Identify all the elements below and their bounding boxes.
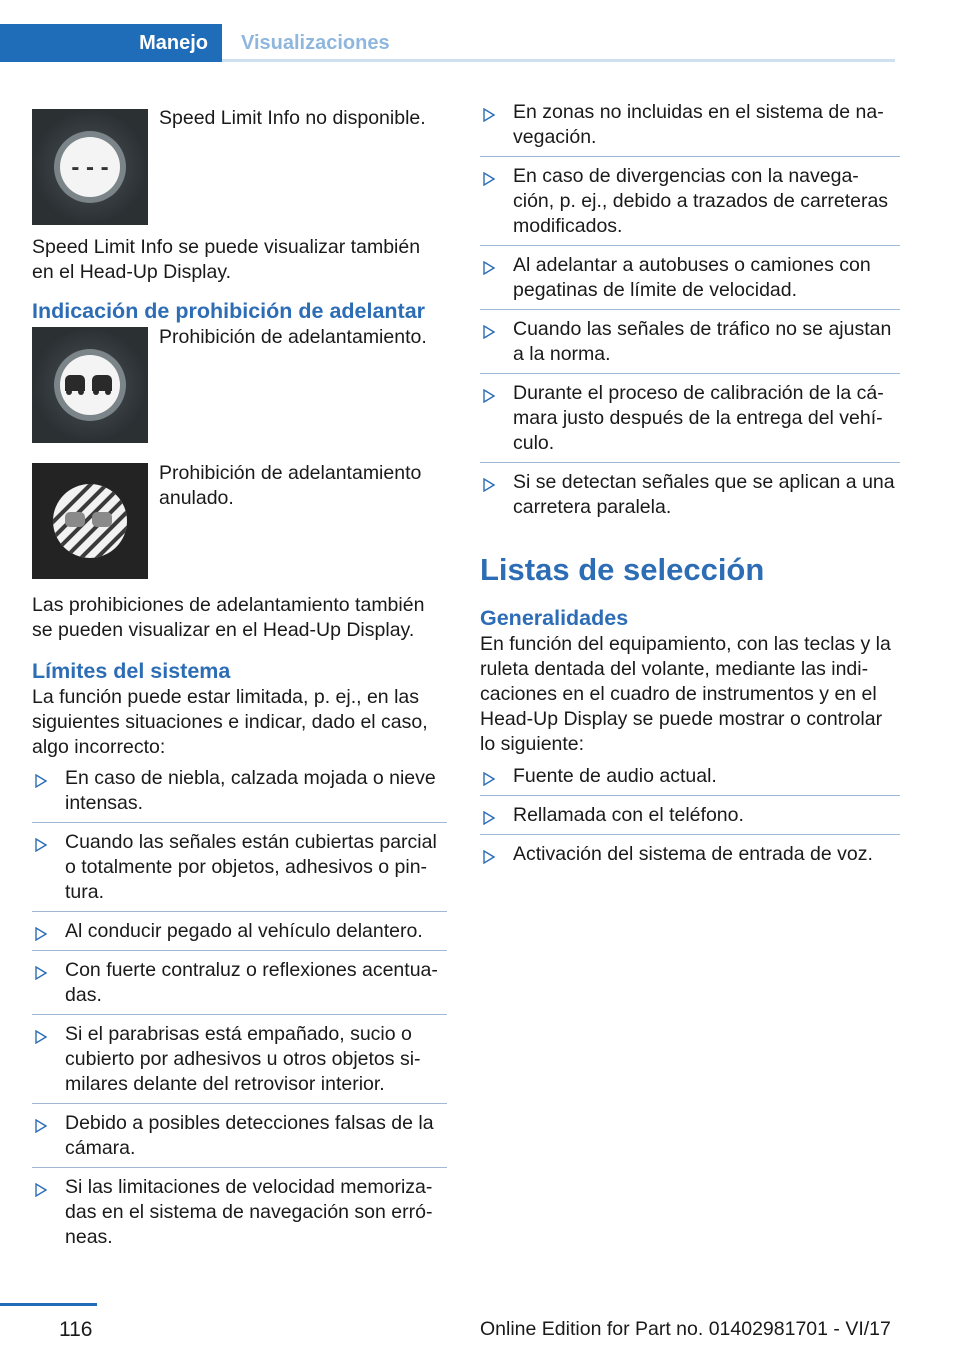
- list-item-text: Fuente de audio actual.: [513, 765, 717, 787]
- left-column: [32, 100, 447, 1250]
- sign-block-overtake-end: [32, 461, 447, 591]
- list-item: [32, 958, 447, 1015]
- bullet-triangle-icon: [35, 770, 47, 795]
- list-item: [32, 1022, 447, 1104]
- list-item: [32, 1175, 447, 1250]
- list-item-text: En caso de niebla, calzada mojada o nieve intensas.: [65, 767, 436, 814]
- bullet-triangle-icon: [483, 168, 495, 193]
- page-number: 116: [59, 1318, 93, 1341]
- list-item: [480, 253, 900, 310]
- header-divider: [222, 59, 895, 62]
- sign3-caption: Prohibición de adelantamiento anulado.: [159, 462, 422, 509]
- sign2-caption: Prohibición de adelantamiento.: [159, 326, 427, 348]
- list-item: [480, 100, 900, 157]
- bullet-triangle-icon: [35, 1026, 47, 1051]
- list-item-text: Si las limitaciones de velocidad memoriza‐ das en el sistema de navegación son erró‐ neas.: [65, 1176, 433, 1248]
- bullet-triangle-icon: [35, 834, 47, 859]
- list-item-text: Si se detectan señales que se aplican a una carretera paralela.: [513, 471, 895, 518]
- list-item-text: Debido a posibles detecciones falsas de la cámara.: [65, 1112, 434, 1159]
- sign-block-no-info: [32, 100, 447, 225]
- bullet-triangle-icon: [483, 385, 495, 410]
- tab-manejo-label: Manejo: [139, 32, 208, 54]
- list-item-text: Cuando las señales están cubiertas parcial o totalmente por objetos, adhesivos o pin‐ tura.: [65, 831, 437, 903]
- heading-overtake: Indicación de prohibición de adelantar: [32, 299, 426, 323]
- list-item-text: Si el parabrisas está empañado, sucio o cubierto por adhesivos u otros objetos si‐ milares delante del retrovisor interior.: [65, 1023, 421, 1095]
- list-item-text: Con fuerte contraluz o reflexiones acentua‐ das.: [65, 959, 438, 1006]
- list-item-text: Rellamada con el teléfono.: [513, 804, 744, 826]
- right-bullet-list-top: [480, 100, 900, 520]
- heading-system-limits: Límites del sistema: [32, 659, 231, 683]
- footer-line: [0, 1303, 97, 1306]
- bullet-triangle-icon: [483, 474, 495, 499]
- bullet-triangle-icon: [35, 962, 47, 987]
- list-item-text: Durante el proceso de calibración de la cá‐ mara justo después de la entrega del vehí‐ culo.: [513, 382, 884, 454]
- bullet-triangle-icon: [483, 768, 495, 793]
- heading-selection-lists: Listas de selección: [480, 552, 765, 587]
- bullet-triangle-icon: [35, 923, 47, 948]
- paragraph-general: En función del equipamiento, con las teclas y la ruleta dentada del volante, mediante las indi‐ caciones en el cuadro de instrumentos y en el Head-Up Display se puede mostrar o controlar lo siguiente:: [480, 633, 891, 755]
- sign1-caption: Speed Limit Info no disponible.: [159, 107, 426, 129]
- list-item: [480, 470, 900, 520]
- list-item: [480, 842, 900, 867]
- list-item-text: Al conducir pegado al vehículo delantero.: [65, 920, 423, 942]
- list-item: [32, 1111, 447, 1168]
- list-item-text: Activación del sistema de entrada de voz.: [513, 843, 873, 865]
- right-column: [480, 100, 900, 867]
- bullet-triangle-icon: [35, 1179, 47, 1204]
- list-item: [32, 766, 447, 823]
- paragraph-speed-limit-hud: Speed Limit Info se puede visualizar también en el Head-Up Display.: [32, 236, 421, 283]
- edition-text: Online Edition for Part no. 01402981701 - VI/17: [480, 1318, 891, 1340]
- list-item: [32, 830, 447, 912]
- list-item: [480, 164, 900, 246]
- paragraph-overtake-hud: Las prohibiciones de adelantamiento también se pueden visualizar en el Head-Up Display.: [32, 594, 425, 641]
- bullet-triangle-icon: [483, 321, 495, 346]
- bullet-triangle-icon: [483, 257, 495, 282]
- header-tabs: [0, 24, 895, 62]
- list-item: [480, 764, 900, 796]
- list-item: [480, 381, 900, 463]
- right-bullet-list-bottom: [480, 764, 900, 867]
- bullet-triangle-icon: [35, 1115, 47, 1140]
- heading-general: Generalidades: [480, 606, 629, 630]
- end-no-overtaking-sign-icon: [32, 463, 148, 579]
- list-item-text: Al adelantar a autobuses o camiones con pegatinas de límite de velocidad.: [513, 254, 871, 301]
- list-item-text: En zonas no incluidas en el sistema de na‐ vegación.: [513, 101, 884, 148]
- bullet-triangle-icon: [483, 807, 495, 832]
- list-item: [480, 803, 900, 835]
- tab-manejo[interactable]: [0, 24, 222, 62]
- tab-visualizaciones[interactable]: Visualizaciones: [241, 32, 390, 54]
- list-item-text: Cuando las señales de tráfico no se ajustan a la norma.: [513, 318, 892, 365]
- paragraph-system-limits: La función puede estar limitada, p. ej., en las siguientes situaciones e indicar, dado el caso, algo incorrecto:: [32, 686, 428, 758]
- sign-dash-text: - - -: [71, 154, 109, 181]
- speed-limit-unavailable-sign-icon: [32, 109, 148, 225]
- no-overtaking-sign-icon: [32, 327, 148, 443]
- bullet-triangle-icon: [483, 846, 495, 871]
- sign-block-no-overtake: [32, 325, 447, 455]
- bullet-triangle-icon: [483, 104, 495, 129]
- list-item: [32, 919, 447, 951]
- list-item: [480, 317, 900, 374]
- list-item-text: En caso de divergencias con la navega‐ ción, p. ej., debido a trazados de carreteras modificados.: [513, 165, 889, 237]
- left-bullet-list: [32, 766, 447, 1250]
